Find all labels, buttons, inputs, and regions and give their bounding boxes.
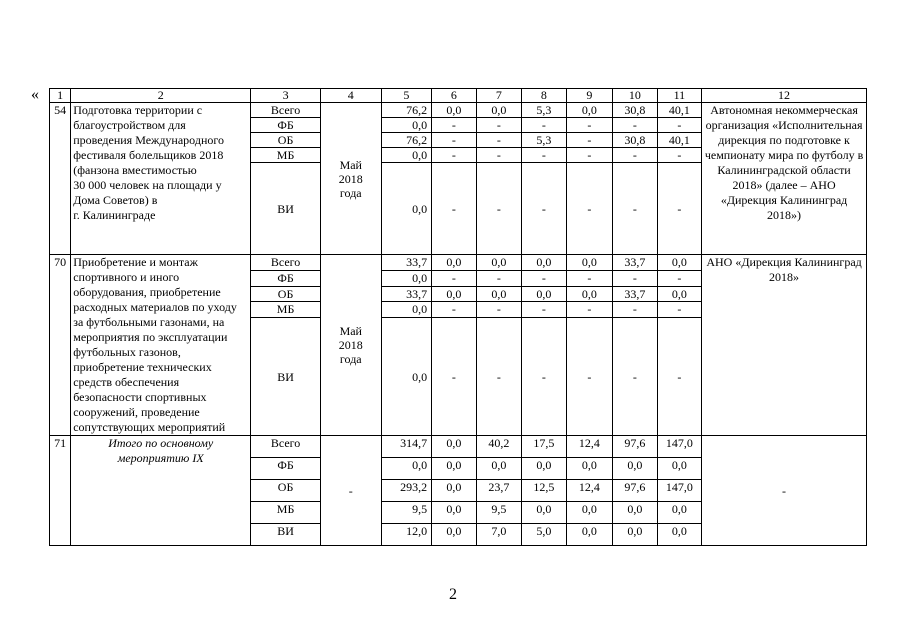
amount-cell: - — [476, 148, 522, 163]
amount-cell: - — [476, 270, 522, 286]
amount-cell: 0,0 — [432, 436, 476, 458]
amount-cell: 0,0 — [657, 502, 701, 524]
description-line: (фанзона вместимостью — [73, 163, 197, 177]
amount-cell: 147,0 — [657, 480, 701, 502]
description-line: за футбольными газонами, на — [73, 315, 225, 329]
amount-cell: 0,0 — [381, 318, 432, 436]
table-row — [50, 436, 867, 458]
amount-cell: 0,0 — [432, 480, 476, 502]
amount-cell: - — [657, 148, 701, 163]
amount-cell: - — [432, 318, 476, 436]
amount-cell: - — [657, 318, 701, 436]
amount-cell: - — [566, 302, 613, 318]
amount-cell: 0,0 — [432, 524, 476, 546]
amount-cell: 0,0 — [566, 255, 613, 271]
amount-cell: 33,7 — [613, 286, 657, 302]
amount-cell: 0,0 — [566, 103, 613, 118]
description-line: 30 000 человек на площади у — [73, 178, 222, 192]
table-body — [50, 89, 867, 546]
description-line: сопутствующих мероприятий — [73, 420, 226, 434]
amount-cell: 0,0 — [566, 458, 613, 480]
amount-cell: - — [432, 148, 476, 163]
amount-cell: 0,0 — [566, 286, 613, 302]
row-number: 70 — [50, 255, 71, 436]
column-header-12: 12 — [702, 89, 867, 103]
amount-cell: 12,0 — [381, 524, 432, 546]
execution-date: - — [320, 436, 381, 546]
amount-cell: 293,2 — [381, 480, 432, 502]
amount-cell: 314,7 — [381, 436, 432, 458]
amount-cell: 97,6 — [613, 436, 657, 458]
column-header-2: 2 — [71, 89, 251, 103]
amount-cell: 12,4 — [566, 436, 613, 458]
description-line: фестиваля болельщиков 2018 — [73, 148, 224, 162]
description-line: мероприятию IX — [117, 451, 204, 465]
amount-cell: - — [432, 163, 476, 255]
amount-cell: 12,5 — [522, 480, 566, 502]
amount-cell: 30,8 — [613, 133, 657, 148]
activity-description — [71, 103, 251, 255]
responsible-organization: АНО «Дирекция Калининград 2018» — [702, 255, 867, 436]
amount-cell: - — [476, 133, 522, 148]
column-header-10: 10 — [613, 89, 657, 103]
column-header-6: 6 — [432, 89, 476, 103]
description-line: средств обеспечения — [73, 375, 180, 389]
responsible-organization: - — [702, 436, 867, 546]
amount-cell: 0,0 — [613, 502, 657, 524]
amount-cell: - — [522, 318, 566, 436]
amount-cell: 0,0 — [432, 103, 476, 118]
amount-cell: - — [657, 118, 701, 133]
page-number: 2 — [449, 586, 457, 603]
amount-cell: - — [432, 133, 476, 148]
amount-cell: - — [566, 270, 613, 286]
amount-cell: 40,1 — [657, 103, 701, 118]
amount-cell: - — [476, 302, 522, 318]
amount-cell: 0,0 — [432, 502, 476, 524]
funding-source: ОБ — [251, 133, 321, 148]
amount-cell: 40,2 — [476, 436, 522, 458]
amount-cell: 9,5 — [476, 502, 522, 524]
amount-cell: 147,0 — [657, 436, 701, 458]
amount-cell: 40,1 — [657, 133, 701, 148]
amount-cell: 0,0 — [522, 502, 566, 524]
amount-cell: - — [522, 163, 566, 255]
description-line: приобретение технических — [73, 360, 212, 374]
amount-cell: 33,7 — [381, 255, 432, 271]
column-header-1: 1 — [50, 89, 71, 103]
amount-cell: 0,0 — [476, 286, 522, 302]
column-header-8: 8 — [522, 89, 566, 103]
description-line: г. Калининграде — [73, 208, 156, 222]
description-line: Итого по основному — [108, 436, 214, 450]
description-line: безопасности спортивных — [73, 390, 207, 404]
amount-cell: 33,7 — [613, 255, 657, 271]
funding-source: ФБ — [251, 118, 321, 133]
opening-quote-mark: « — [31, 86, 39, 103]
amount-cell: - — [613, 270, 657, 286]
amount-cell: - — [613, 148, 657, 163]
description-line: сооружений, проведение — [73, 405, 200, 419]
amount-cell: - — [657, 163, 701, 255]
amount-cell: - — [432, 270, 476, 286]
amount-cell: 23,7 — [476, 480, 522, 502]
amount-cell: 0,0 — [566, 524, 613, 546]
amount-cell: - — [613, 118, 657, 133]
funding-source: Всего — [251, 103, 321, 118]
amount-cell: - — [657, 270, 701, 286]
funding-source: ФБ — [251, 270, 321, 286]
amount-cell: 0,0 — [613, 458, 657, 480]
amount-cell: 0,0 — [381, 118, 432, 133]
amount-cell: - — [476, 163, 522, 255]
amount-cell: 0,0 — [566, 502, 613, 524]
funding-source: ФБ — [251, 458, 321, 480]
funding-source: ОБ — [251, 480, 321, 502]
amount-cell: - — [522, 118, 566, 133]
column-header-4: 4 — [320, 89, 381, 103]
amount-cell: 0,0 — [432, 255, 476, 271]
amount-cell: 30,8 — [613, 103, 657, 118]
funding-source: Всего — [251, 436, 321, 458]
amount-cell: 0,0 — [522, 458, 566, 480]
amount-cell: 0,0 — [476, 103, 522, 118]
amount-cell: 0,0 — [657, 458, 701, 480]
column-header-7: 7 — [476, 89, 522, 103]
amount-cell: - — [522, 148, 566, 163]
execution-date: Май 2018 года — [320, 103, 381, 255]
amount-cell: 0,0 — [657, 524, 701, 546]
amount-cell: 0,0 — [657, 255, 701, 271]
amount-cell: 33,7 — [381, 286, 432, 302]
funding-source: Всего — [251, 255, 321, 271]
funding-source: МБ — [251, 148, 321, 163]
responsible-organization: Автономная некоммерческая организация «Исполнительная дирекция по подготовке к чемпионату мира по футболу в Калининградской области 2018» (далее – АНО «Дирекция Калининград 2018») — [702, 103, 867, 255]
funding-source: ВИ — [251, 524, 321, 546]
amount-cell: - — [566, 163, 613, 255]
amount-cell: 0,0 — [381, 458, 432, 480]
amount-cell: 0,0 — [381, 148, 432, 163]
funding-source: МБ — [251, 502, 321, 524]
column-header-9: 9 — [566, 89, 613, 103]
amount-cell: 9,5 — [381, 502, 432, 524]
amount-cell: 12,4 — [566, 480, 613, 502]
amount-cell: - — [522, 270, 566, 286]
column-header-3: 3 — [251, 89, 321, 103]
amount-cell: 0,0 — [381, 163, 432, 255]
amount-cell: 0,0 — [432, 458, 476, 480]
amount-cell: - — [566, 148, 613, 163]
amount-cell: 0,0 — [522, 286, 566, 302]
table-row — [50, 103, 867, 118]
description-line: оборудования, приобретение — [73, 285, 221, 299]
amount-cell: 97,6 — [613, 480, 657, 502]
description-line: благоустройством для — [73, 118, 186, 132]
amount-cell: - — [613, 318, 657, 436]
description-line: Дома Советов) в — [73, 193, 158, 207]
amount-cell: 0,0 — [381, 302, 432, 318]
column-header-5: 5 — [381, 89, 432, 103]
amount-cell: 0,0 — [657, 286, 701, 302]
amount-cell: 5,0 — [522, 524, 566, 546]
amount-cell: - — [432, 118, 476, 133]
amount-cell: 0,0 — [613, 524, 657, 546]
header-row — [50, 89, 867, 103]
description-line: Подготовка территории с — [73, 103, 203, 117]
amount-cell: 0,0 — [522, 255, 566, 271]
amount-cell: 76,2 — [381, 133, 432, 148]
amount-cell: - — [613, 163, 657, 255]
amount-cell: 0,0 — [381, 270, 432, 286]
amount-cell: 5,3 — [522, 133, 566, 148]
amount-cell: 0,0 — [432, 286, 476, 302]
description-line: мероприятия по эксплуатации — [73, 330, 228, 344]
amount-cell: - — [476, 118, 522, 133]
amount-cell: - — [657, 302, 701, 318]
description-line: спортивного и иного — [73, 270, 180, 284]
amount-cell: 5,3 — [522, 103, 566, 118]
execution-date: Май 2018 года — [320, 255, 381, 436]
amount-cell: - — [432, 302, 476, 318]
amount-cell: - — [566, 118, 613, 133]
row-number: 71 — [50, 436, 71, 546]
description-line: расходных материалов по уходу — [73, 300, 237, 314]
column-header-11: 11 — [657, 89, 701, 103]
amount-cell: - — [476, 318, 522, 436]
description-line: Приобретение и монтаж — [73, 255, 198, 269]
amount-cell: 0,0 — [476, 255, 522, 271]
table-row — [50, 255, 867, 271]
row-number: 54 — [50, 103, 71, 255]
program-table — [49, 88, 867, 546]
activity-description — [71, 255, 251, 436]
amount-cell: 0,0 — [476, 458, 522, 480]
amount-cell: 76,2 — [381, 103, 432, 118]
amount-cell: - — [522, 302, 566, 318]
amount-cell: - — [566, 133, 613, 148]
funding-source: ВИ — [251, 318, 321, 436]
funding-source: МБ — [251, 302, 321, 318]
amount-cell: - — [613, 302, 657, 318]
description-line: футбольных газонов, — [73, 345, 181, 359]
activity-description — [71, 436, 251, 546]
description-line: проведения Международного — [73, 133, 224, 147]
funding-source: ОБ — [251, 286, 321, 302]
funding-source: ВИ — [251, 163, 321, 255]
amount-cell: 7,0 — [476, 524, 522, 546]
amount-cell: 17,5 — [522, 436, 566, 458]
amount-cell: - — [566, 318, 613, 436]
